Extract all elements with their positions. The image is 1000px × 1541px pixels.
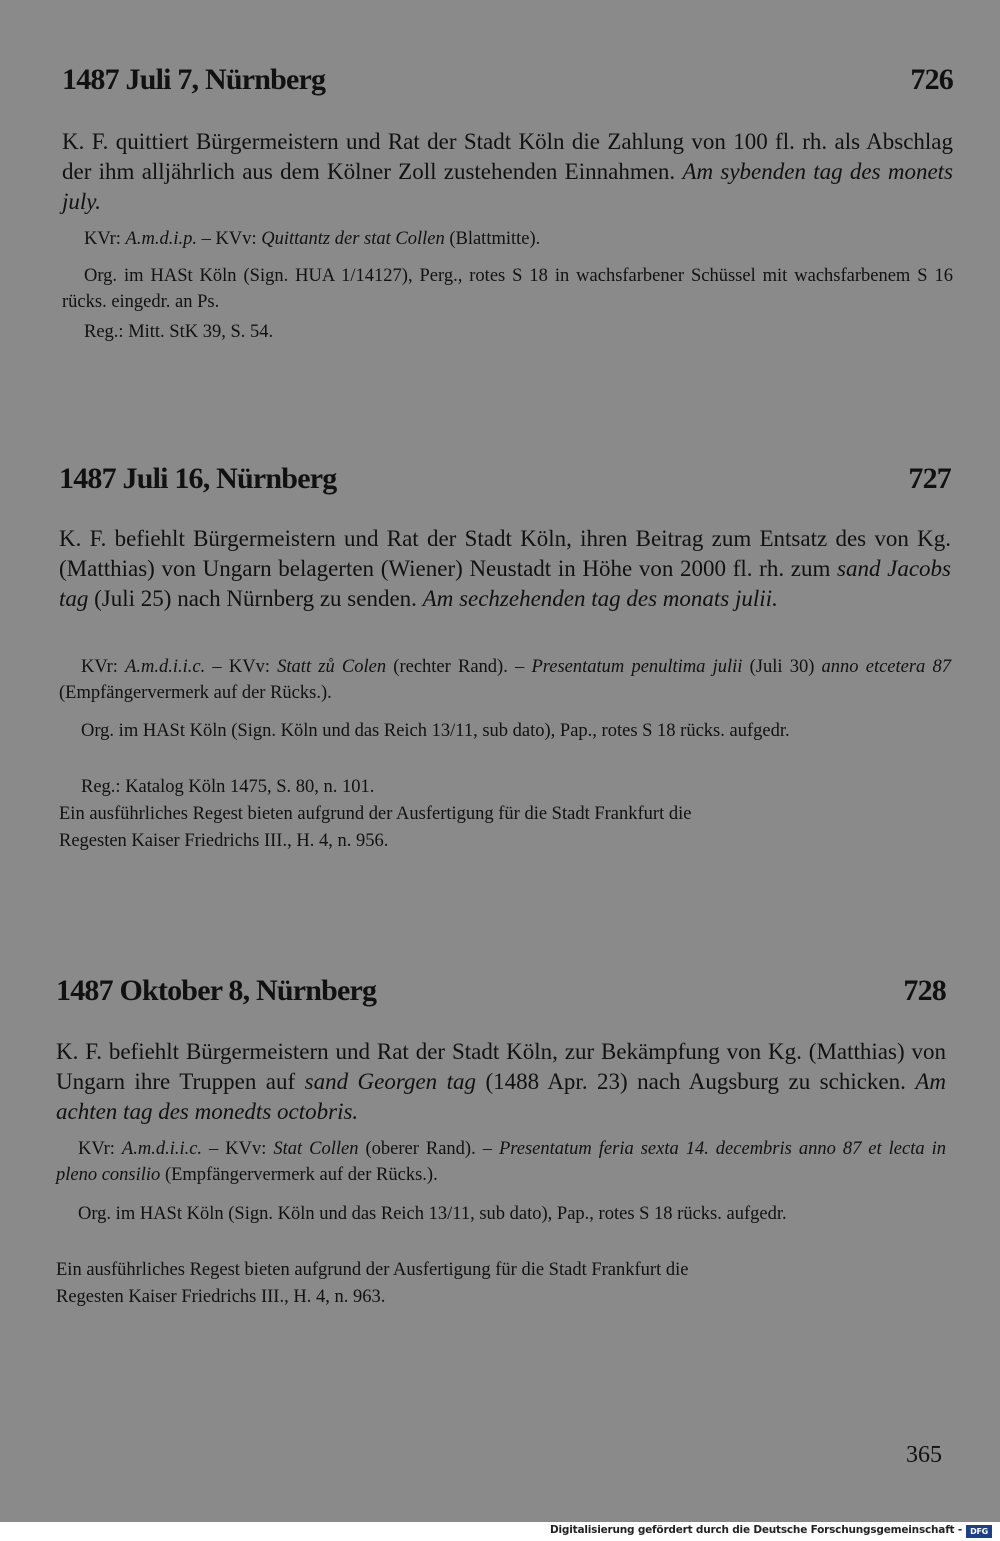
entry-summary <box>59 524 951 614</box>
entry-note-line: Ein ausführliches Regest bieten aufgrund der Ausfertigung für die Stadt Frankfurt die <box>56 1260 689 1280</box>
text-run: (oberer Rand). – <box>358 1139 499 1159</box>
dfg-logo: DFG <box>966 1525 992 1538</box>
italic-text: anno etcetera 87 <box>821 657 951 677</box>
entry-number: 727 <box>908 462 951 495</box>
italic-text: Stat Collen <box>273 1139 359 1159</box>
italic-text: Am sechzehenden tag des monats julii. <box>422 586 778 611</box>
entry-regest: Reg.: Katalog Köln 1475, S. 80, n. 101. <box>81 777 375 797</box>
italic-text: Statt zů Colen <box>277 657 387 677</box>
text-run: – KVv: <box>202 1139 274 1159</box>
kv-text <box>84 229 540 249</box>
entry-summary <box>62 127 953 217</box>
entry-heading: 1487 Juli 7, Nürnberg <box>62 63 326 96</box>
summary-quote: Am sybenden tag des monets july. <box>62 159 953 214</box>
summary-text <box>56 1039 946 1124</box>
text-run: – KVv: <box>205 657 278 677</box>
entry-kv <box>59 655 951 706</box>
entry-number: 726 <box>910 63 953 96</box>
entry-kv <box>62 227 953 253</box>
text-run: (Blattmitte). <box>444 229 541 249</box>
text-run: KVr: <box>78 1139 122 1159</box>
entry-original: Org. im HASt Köln (Sign. Köln und das Reich 13/11, sub dato), Pap., rotes S 18 rücks. aufgedr. <box>81 721 790 741</box>
digitization-footer <box>0 1522 1000 1541</box>
entry-kv <box>56 1137 946 1188</box>
entry-note-line: Regesten Kaiser Friedrichs III., H. 4, n. 963. <box>56 1287 386 1307</box>
text-run: KVr: <box>81 657 126 677</box>
text-run: K. F. befiehlt Bürgermeistern und Rat der Stadt Köln, ihren Beitrag zum Entsatz des von Kg. (Matthias) von Ungarn belagerten (Wiener) Neustadt in Höhe von 2000 fl. rh. zum <box>59 526 951 581</box>
entry-heading: 1487 Juli 16, Nürnberg <box>59 462 337 495</box>
text-run: (Juli 25) nach Nürnberg zu senden. <box>88 586 423 611</box>
entry-original: Org. im HASt Köln (Sign. Köln und das Reich 13/11, sub dato), Pap., rotes S 18 rücks. aufgedr. <box>78 1204 787 1224</box>
kv-text <box>56 1139 946 1185</box>
text-run: (Empfängervermerk auf der Rücks.). <box>160 1164 438 1185</box>
entry-heading: 1487 Oktober 8, Nürnberg <box>56 974 377 1007</box>
text-run: (1488 Apr. 23) nach Augsburg zu schicken. <box>476 1069 916 1094</box>
text-run: KVr: <box>84 229 126 249</box>
italic-text: Presentatum penultima julii <box>531 657 743 677</box>
italic-text: Presentatum feria sexta 14. decembris anno 87 et lecta in pleno consilio <box>56 1139 946 1185</box>
text-run: K. F. befiehlt Bürgermeistern und Rat der Stadt Köln, zur Bekämpfung von Kg. (Matthias) von Ungarn ihre Truppen auf <box>56 1039 946 1094</box>
italic-text: Am achten tag des monedts octobris. <box>56 1069 947 1124</box>
footer-text: Digitalisierung gefördert durch die Deutsche Forschungsgemeinschaft - <box>550 1524 962 1536</box>
summary-text <box>59 526 951 611</box>
entry-note-line: Regesten Kaiser Friedrichs III., H. 4, n. 956. <box>59 831 389 851</box>
page-number: 365 <box>906 1442 942 1468</box>
italic-text: A.m.d.i.i.c. <box>121 1139 203 1159</box>
kv-text <box>59 657 951 703</box>
summary-text: K. F. quittiert Bürgermeistern und Rat der Stadt Köln die Zahlung von 100 fl. rh. als Abschlag der ihm alljährlich aus dem Kölner Zoll zustehenden Einnahmen. <box>62 129 953 184</box>
text-run: (rechter Rand). – <box>386 657 532 677</box>
text-run: – KVv: <box>196 229 262 249</box>
entry-note-line: Ein ausführliches Regest bieten aufgrund der Ausfertigung für die Stadt Frankfurt die <box>59 804 692 824</box>
entry-original: Org. im HASt Köln (Sign. HUA 1/14127), Perg., rotes S 18 in wachsfarbener Schüssel mit wachsfarbenem S 16 rücks. eingedr. an Ps. <box>62 266 953 312</box>
text-run: (Empfängervermerk auf der Rücks.). <box>59 682 332 703</box>
italic-text: sand Jacobs tag <box>59 556 951 611</box>
entry-regest: Reg.: Mitt. StK 39, S. 54. <box>84 322 274 342</box>
entry-summary <box>56 1037 946 1127</box>
entry-number: 728 <box>903 974 946 1007</box>
text-run: (Juli 30) <box>742 657 822 677</box>
italic-text: sand Georgen tag <box>304 1069 477 1094</box>
italic-text: Quittantz der stat Collen <box>261 229 445 249</box>
italic-text: A.m.d.i.i.c. <box>125 657 206 677</box>
italic-text: A.m.d.i.p. <box>125 229 197 249</box>
